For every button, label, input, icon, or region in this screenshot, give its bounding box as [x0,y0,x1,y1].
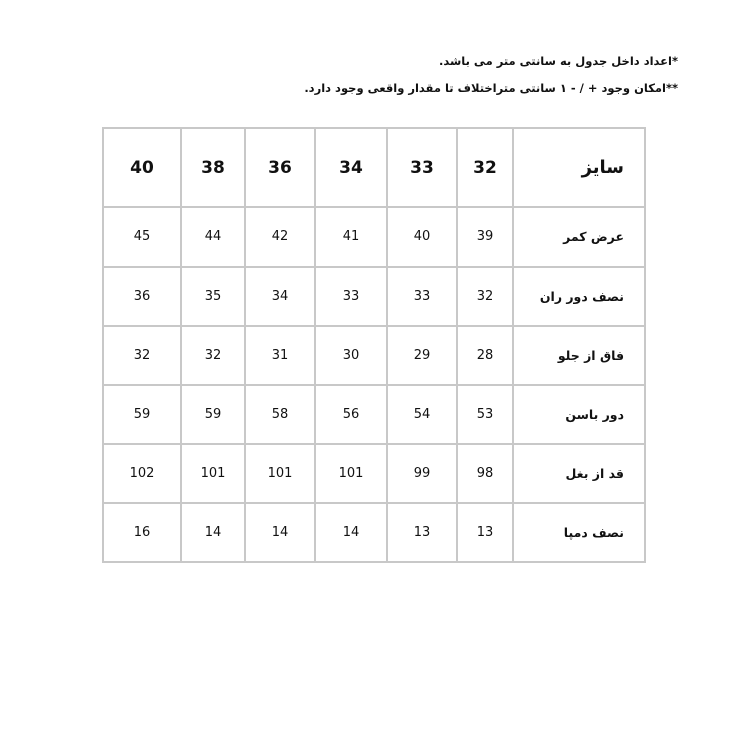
table-cell: 34 [245,267,315,326]
table-cell: 39 [457,207,513,266]
table-cell: 98 [457,444,513,503]
size-header-cell: 32 [457,128,513,207]
note-units: *اعداد داخل جدول به سانتی متر می باشد. [438,54,678,68]
row-label: نصف دور ران [513,267,645,326]
size-header-cell: 33 [387,128,457,207]
size-chart-table [102,127,646,563]
table-row [103,326,645,385]
table-cell: 33 [387,267,457,326]
table-cell: 14 [181,503,245,562]
table-cell: 16 [103,503,181,562]
table-cell: 101 [181,444,245,503]
table-cell: 32 [181,326,245,385]
table-cell: 53 [457,385,513,444]
table-cell: 13 [457,503,513,562]
table-cell: 40 [387,207,457,266]
table-row [103,385,645,444]
table-cell: 54 [387,385,457,444]
size-header-cell: 36 [245,128,315,207]
table-cell: 42 [245,207,315,266]
table-row [103,444,645,503]
table-cell: 44 [181,207,245,266]
table-cell: 33 [315,267,387,326]
table-cell: 99 [387,444,457,503]
table-cell: 101 [315,444,387,503]
row-label: نصف دمپا [513,503,645,562]
size-header-cell: 40 [103,128,181,207]
size-header-cell: 34 [315,128,387,207]
table-cell: 14 [315,503,387,562]
table-cell: 59 [181,385,245,444]
table-row [103,267,645,326]
row-label: عرض کمر [513,207,645,266]
table-cell: 56 [315,385,387,444]
table-header-row [103,128,645,207]
table-cell: 30 [315,326,387,385]
table-cell: 13 [387,503,457,562]
table-cell: 32 [457,267,513,326]
table-row [103,503,645,562]
table-cell: 59 [103,385,181,444]
size-header-cell: 38 [181,128,245,207]
table-cell: 31 [245,326,315,385]
table-cell: 58 [245,385,315,444]
table-cell: 45 [103,207,181,266]
size-header-label: سایز [513,128,645,207]
row-label: فاق از جلو [513,326,645,385]
table-cell: 28 [457,326,513,385]
table-cell: 102 [103,444,181,503]
table-cell: 32 [103,326,181,385]
table-cell: 35 [181,267,245,326]
row-label: دور باسن [513,385,645,444]
table-cell: 41 [315,207,387,266]
table-row [103,207,645,266]
table-cell: 101 [245,444,315,503]
table-cell: 14 [245,503,315,562]
note-tolerance: **امکان وجود + / - ۱ سانتی متراختلاف تا مقدار واقعی وجود دارد. [304,81,678,95]
table-cell: 29 [387,326,457,385]
row-label: قد از بغل [513,444,645,503]
table-cell: 36 [103,267,181,326]
